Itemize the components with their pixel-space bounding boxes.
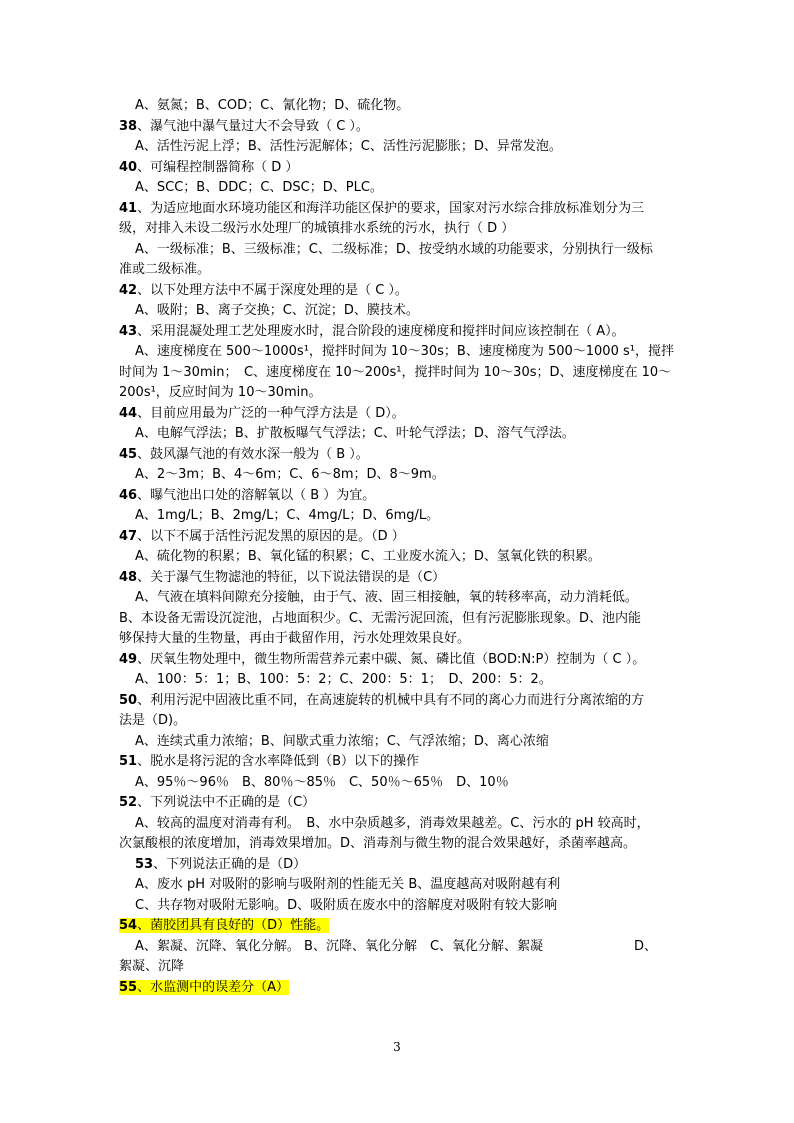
text-line (119, 424, 679, 445)
line-text (119, 570, 445, 585)
question-line (119, 445, 679, 466)
question-number: 49 (119, 651, 138, 667)
line-content: 次氯酸根的浓度增加，消毒效果增加。D、消毒剂与微生物的混合效果越好，杀菌率越高。 (119, 836, 637, 851)
line-content: A、气液在填料间隙充分接触，由于气、液、固三相接触，氧的转移率高，动力消耗低。 (135, 590, 638, 605)
line-content: A、1mg/L；B、2mg/L；C、4mg/L；D、6mg/L。 (135, 508, 440, 523)
line-text (119, 529, 405, 544)
question-line (119, 568, 679, 589)
line-content: 、水监测中的误差分（A） (137, 979, 289, 995)
line-content: 、采用混凝处理工艺处理废水时，混合阶段的速度梯度和搅拌时间应该控制在（ A）。 (137, 323, 625, 339)
line-content: A、95％～96％ B、80％～85％ C、50％～65％ D、10％ (135, 774, 509, 790)
line-content: A、100：5：1；B、100：5：2；C、200：5：1； D、200：5：2。 (135, 672, 552, 687)
text-line (119, 896, 679, 917)
line-text (119, 447, 369, 462)
line-content: 、下列说法中不正确的是（C） (137, 795, 316, 810)
line-text (119, 283, 408, 298)
line-content: A、絮凝、沉降、氧化分解。 B、沉降、氧化分解 C、氧化分解、絮凝 D、 (135, 938, 658, 954)
line-content: 、以下不属于活性污泥发黑的原因的是。（D ） (137, 528, 405, 544)
line-text (119, 160, 298, 175)
question-line (119, 199, 679, 220)
question-number: 51 (119, 754, 138, 769)
question-line (119, 486, 679, 507)
text-line (119, 301, 679, 322)
question-line (119, 322, 679, 343)
line-content: 、曝气池出口处的溶解氧以（ B ）为宜。 (137, 487, 376, 503)
line-text (135, 139, 562, 154)
line-content: 、目前应用最为广泛的一种气浮方法是（ D）。 (137, 405, 405, 421)
question-number: 50 (119, 692, 138, 708)
line-content: C、共存物对吸附无影响。D、吸附质在废水中的溶解度对吸附有较大影响 (135, 897, 558, 913)
line-text (119, 201, 644, 216)
line-text (135, 98, 409, 113)
text-line (119, 773, 679, 794)
line-text (119, 713, 186, 728)
line-content: 、瀑气池中瀑气量过大不会导致（ C ）。 (137, 118, 369, 134)
text-line (119, 547, 679, 568)
text-line (119, 834, 679, 855)
line-text (119, 221, 514, 236)
line-content: 级，对排入未设二级污水处理厂的城镇排水系统的污水，执行（ D ） (119, 221, 515, 236)
page-number: 3 (393, 1040, 401, 1054)
line-content: B、本设备无需设沉淀池，占地面积少。C、无需污泥回流，但有污泥膨胀现象。D、池内能 (119, 610, 642, 626)
question-number: 46 (119, 487, 138, 503)
line-text (119, 652, 645, 667)
question-number: 45 (119, 446, 138, 462)
line-text (119, 119, 369, 134)
line-content: 、鼓风瀑气池的有效水深一般为（ B ）。 (137, 446, 369, 462)
line-content: A、连续式重力浓缩；B、间歇式重力浓缩；C、气浮浓缩；D、离心浓缩 (135, 733, 549, 749)
line-text (119, 324, 625, 339)
line-content: 法是（D)。 (119, 713, 187, 728)
line-content: 200s¹，反应时间为 10～30min。 (119, 385, 322, 400)
line-text (135, 344, 674, 359)
line-content: 、利用污泥中固液比重不同，在高速旋转的机械中具有不同的离心力而进行分离浓缩的方 (137, 692, 645, 708)
text-line (119, 383, 679, 404)
text-line (119, 732, 679, 753)
question-number: 41 (119, 200, 138, 216)
line-text (135, 303, 419, 318)
line-text (135, 508, 439, 523)
line-text (135, 426, 575, 441)
line-content: 准或二级标准。 (119, 262, 211, 277)
line-text (135, 898, 557, 913)
text-line (119, 219, 679, 240)
question-number: 43 (119, 323, 138, 339)
line-content: A、电解气浮法；B、扩散板曝气气浮法；C、叶轮气浮法；D、溶气气浮法。 (135, 426, 575, 441)
text-line (119, 711, 679, 732)
line-content: A、废水 pH 对吸附的影响与吸附剂的性能无关 B、温度越高对吸附越有利 (135, 877, 561, 892)
line-content: A、氨氮；B、COD；C、氰化物；D、硫化物。 (135, 98, 410, 113)
text-line (119, 240, 679, 261)
line-text (119, 959, 184, 974)
text-line (119, 957, 679, 978)
question-number: 44 (119, 405, 138, 421)
line-content: A、吸附；B、离子交换；C、沉淀；D、膜技术。 (135, 303, 419, 318)
line-text (135, 467, 445, 482)
text-line (119, 670, 679, 691)
text-line (119, 875, 679, 896)
line-text (119, 406, 405, 421)
text-line (119, 609, 679, 630)
line-content: 、菌胶团具有良好的（D）性能。 (137, 918, 330, 933)
line-text (119, 795, 315, 810)
question-number: 52 (119, 795, 138, 810)
text-line (119, 814, 679, 835)
question-line (119, 793, 679, 814)
line-content: 絮凝、沉降 (119, 959, 185, 974)
line-content: A、硫化物的积累；B、氧化锰的积累；C、工业废水流入；D、氢氧化铁的积累。 (135, 549, 601, 564)
question-line (119, 158, 679, 179)
text-line (119, 506, 679, 527)
text-line (119, 342, 679, 363)
line-content: 够保持大量的生物量，再由于截留作用，污水处理效果良好。 (119, 631, 471, 646)
question-number: 48 (119, 569, 138, 585)
question-line (119, 117, 679, 138)
question-line (119, 978, 679, 999)
document-body (119, 96, 679, 998)
question-line (119, 527, 679, 548)
line-content: A、较高的温度对消毒有利。 B、水中杂质越多，消毒效果越差。C、污水的 pH 较高时， (135, 815, 650, 831)
line-text (119, 611, 641, 626)
line-text (119, 365, 671, 380)
line-content: 、为适应地面水环境功能区和海洋功能区保护的要求，国家对污水综合排放标准划分为三 (137, 200, 645, 216)
question-line (119, 281, 679, 302)
line-text (135, 877, 560, 892)
line-content: 、厌氧生物处理中，微生物所需营养元素中碳、氮、磷比值（BOD:N:P）控制为（ C ）。 (137, 651, 646, 667)
text-line (119, 260, 679, 281)
line-text (135, 672, 552, 687)
question-line (119, 752, 679, 773)
text-line (119, 178, 679, 199)
line-text (119, 631, 470, 646)
text-line (119, 937, 679, 958)
line-text (135, 242, 653, 257)
line-text (135, 857, 306, 872)
line-text (135, 549, 601, 564)
question-number: 55 (119, 979, 138, 995)
question-number: 53 (135, 856, 154, 872)
text-line (119, 363, 679, 384)
line-text (135, 180, 383, 195)
question-line (119, 855, 679, 876)
line-text (135, 734, 549, 749)
question-number: 47 (119, 528, 138, 544)
line-content: 时间为 1～30min； C、速度梯度在 10～200s¹，搅拌时间为 10～30s；D、速度梯度在 10～ (119, 364, 672, 380)
text-line (119, 588, 679, 609)
question-line (119, 404, 679, 425)
line-content: A、2～3m；B、4～6m；C、6～8m；D、8～9m。 (135, 467, 445, 482)
line-content: 、脱水是将污泥的含水率降低到（B）以下的操作 (137, 754, 420, 769)
line-content: A、活性污泥上浮；B、活性污泥解体；C、活性污泥膨胀；D、异常发泡。 (135, 139, 562, 154)
question-number: 42 (119, 282, 138, 298)
line-content: 、以下处理方法中不属于深度处理的是（ C ）。 (137, 282, 408, 298)
text-line (119, 96, 679, 117)
question-line (119, 691, 679, 712)
text-line (119, 465, 679, 486)
highlighted-text (119, 980, 289, 995)
text-line (119, 629, 679, 650)
question-number: 40 (119, 159, 138, 175)
line-content: 、下列说法正确的是（D） (153, 856, 307, 872)
question-number: 54 (119, 918, 138, 933)
line-text (119, 836, 636, 851)
line-content: 、可编程控制器简称（ D ） (137, 159, 299, 175)
question-line (119, 916, 679, 937)
line-text (135, 939, 657, 954)
line-text (135, 590, 638, 605)
line-content: A、SCC；B、DDC；C、DSC；D、PLC。 (135, 180, 383, 195)
line-content: 、关于瀑气生物滤池的特征，以下说法错误的是（C） (137, 569, 446, 585)
line-text (135, 816, 650, 831)
text-line (119, 137, 679, 158)
question-line (119, 650, 679, 671)
line-text (135, 775, 509, 790)
question-number: 38 (119, 118, 138, 134)
line-content: A、速度梯度在 500～1000s¹，搅拌时间为 10～30s；B、速度梯度为 500～1000 s¹，搅拌 (135, 344, 674, 359)
highlighted-text (119, 918, 329, 933)
line-text (119, 693, 644, 708)
line-content: A、一级标准；B、三级标准；C、二级标准；D、按受纳水域的功能要求，分别执行一级标 (135, 241, 653, 257)
line-text (119, 385, 322, 400)
line-text (119, 488, 375, 503)
line-text (119, 754, 419, 769)
line-text (119, 262, 210, 277)
